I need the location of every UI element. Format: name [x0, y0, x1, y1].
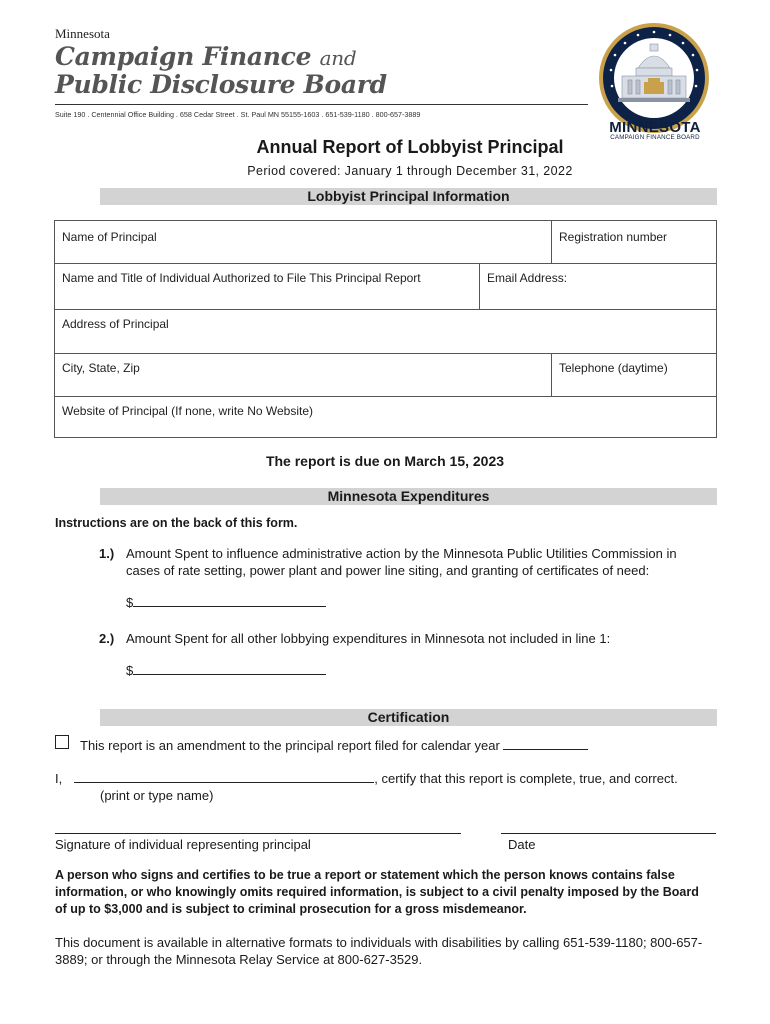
due-date-notice: The report is due on March 15, 2023	[265, 453, 505, 469]
expenditure-item-1	[99, 545, 114, 563]
amendment-statement	[80, 738, 588, 753]
dollar-sign: $	[126, 663, 134, 678]
item-1-text-line2: cases of rate setting, power plant and power line siting, and granting of certificates of need:	[126, 563, 650, 578]
org-name-and: and	[319, 46, 357, 70]
item-2-amount-field[interactable]	[126, 663, 326, 678]
cert-prefix: I,	[55, 771, 63, 786]
name-of-principal-field[interactable]: Name of Principal	[62, 230, 157, 244]
registration-number-field[interactable]: Registration number	[559, 230, 668, 244]
authorized-individual-field[interactable]: Name and Title of Individual Authorized to File This Principal Report	[62, 271, 421, 285]
seal-subtitle: CAMPAIGN FINANCE BOARD	[610, 134, 700, 141]
calendar-year-blank[interactable]	[503, 749, 588, 750]
principal-info-table	[54, 220, 717, 438]
item-1-amount-field[interactable]	[126, 595, 326, 610]
table-rule	[55, 353, 716, 354]
item-number: 2.)	[99, 631, 115, 646]
section-title: Lobbyist Principal Information	[307, 188, 510, 204]
seal-wordmark: MINNESOTA	[609, 119, 701, 136]
org-name-first: Campaign Finance	[55, 42, 312, 71]
table-rule	[55, 309, 716, 310]
expenditure-item-2	[99, 630, 114, 648]
section-header-principal-info	[100, 188, 717, 205]
table-rule	[55, 263, 716, 264]
section-header-expenditures	[100, 488, 717, 505]
print-name-hint: (print or type name)	[100, 788, 214, 803]
amendment-checkbox[interactable]	[55, 735, 69, 749]
section-title: Minnesota Expenditures	[327, 488, 490, 504]
city-state-zip-field[interactable]: City, State, Zip	[62, 361, 140, 375]
org-name-line1	[55, 42, 356, 71]
table-rule	[55, 396, 716, 397]
section-title: Certification	[367, 709, 450, 725]
telephone-field[interactable]: Telephone (daytime)	[559, 361, 668, 375]
table-divider	[479, 263, 480, 309]
capitol-seal-icon	[598, 22, 710, 134]
penalty-warning: A person who signs and certifies to be true a report or statement which the person knows contains false information, or who knowingly omits required information, is subject to a civil penalty imposed by the Board of up to $3,000 and is subject to criminal prosecution for a gross misdemeanor.	[55, 868, 699, 916]
header-divider	[55, 104, 588, 105]
certification-statement	[55, 771, 678, 786]
date-line[interactable]	[501, 833, 716, 834]
certifier-name-blank[interactable]	[74, 782, 374, 783]
address-field[interactable]: Address of Principal	[62, 317, 169, 331]
org-name-line2: Public Disclosure Board	[55, 70, 387, 99]
section-header-certification	[100, 709, 717, 726]
amount-blank[interactable]	[133, 674, 326, 675]
signature-label: Signature of individual representing principal	[55, 837, 311, 852]
amount-blank[interactable]	[133, 606, 326, 607]
email-field[interactable]: Email Address:	[487, 271, 568, 285]
table-divider	[551, 221, 552, 263]
instructions-note: Instructions are on the back of this form.	[55, 516, 298, 530]
item-number: 1.)	[99, 546, 115, 561]
website-field[interactable]: Website of Principal (If none, write No Website)	[62, 404, 313, 418]
amendment-text: This report is an amendment to the principal report filed for calendar year	[80, 738, 500, 753]
state-label: Minnesota	[55, 26, 110, 41]
date-label: Date	[508, 837, 536, 852]
cert-suffix: , certify that this report is complete, true, and correct.	[374, 771, 678, 786]
office-address: Suite 190 . Centennial Office Building . 658 Cedar Street . St. Paul MN 55155-1603 . 651-539-1180 . 800-657-3889	[55, 110, 421, 119]
signature-line[interactable]	[55, 833, 461, 834]
accessibility-notice: This document is available in alternative formats to individuals with disabilities by calling 651-539-1180; 800-657-3889; or through the Minnesota Relay Service at 800-627-3529.	[55, 935, 703, 967]
period-covered: Period covered: January 1 through December 31, 2022	[247, 164, 573, 178]
item-1-text-line1: Amount Spent to influence administrative action by the Minnesota Public Utilities Commission in	[126, 546, 677, 561]
item-2-text-line1: Amount Spent for all other lobbying expenditures in Minnesota not included in line 1:	[126, 631, 611, 646]
form-title: Annual Report of Lobbyist Principal	[256, 137, 564, 157]
table-divider	[551, 353, 552, 396]
dollar-sign: $	[126, 595, 134, 610]
